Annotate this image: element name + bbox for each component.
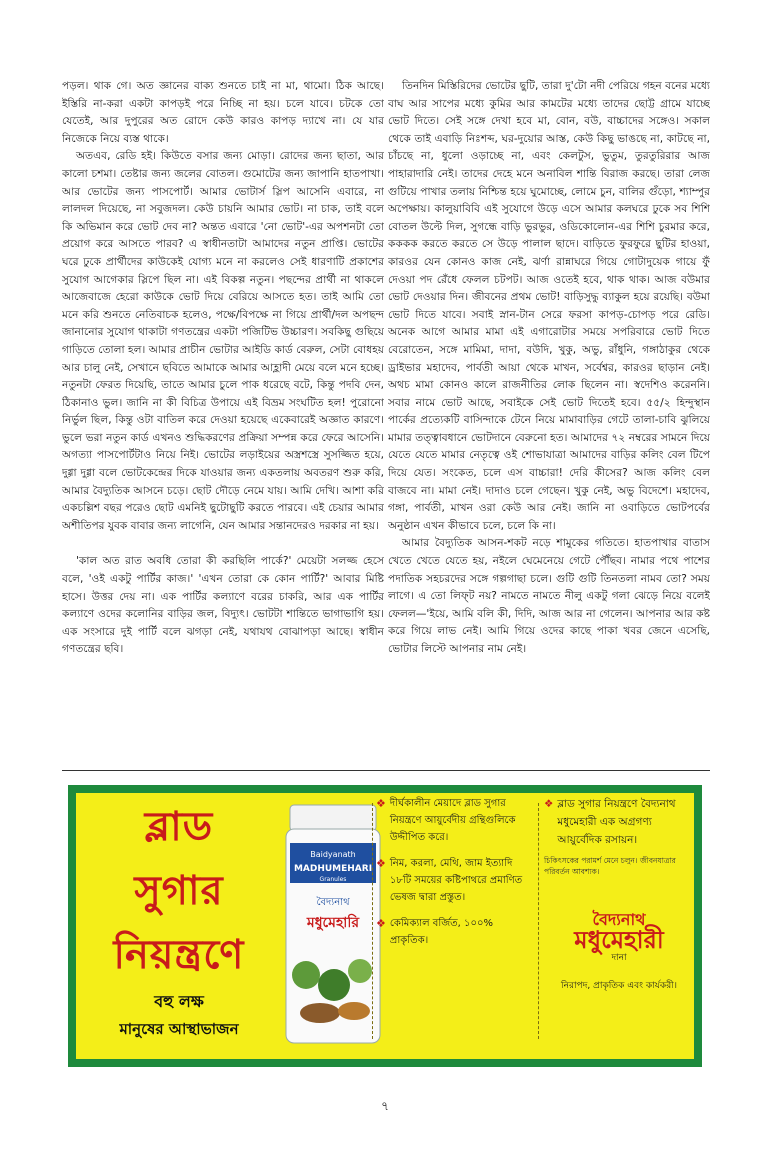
product-jar-image (282, 799, 384, 1051)
ad-product-name: মধুমেহারী (574, 926, 664, 954)
jar-granules-label: Granules (319, 876, 347, 883)
paragraph: অতএব, রেডি হই। কিউতে বসার জন্য মোড়া। রোদের জন্য ছাতা, আর কালো চশমা। তেষ্টার জন্য জলের বোতল। গুমোটের জন্য জাপানি হাতপাখা। আর ভোটের জন্য পাসপোর্ট। আমার ভোটার্স স্লিপ আসেনি এবারে, না লালদল দিয়েছে, না সবুজদল। কেউ চায়নি আমার ভোট। না চাক, তাই বলে কি অভিমান করে ভোট দেব না? অন্তত এবারে 'নো ভোট'-এর অপশনটা তো প্রয়োগ করে আসতে পারব? এ স্বাধীনতাটা আমাদের নতুন প্রাপ্তি। ভোটের ঘরে ঢুকে প্রার্থীদের কাউকেই যোগ্য মনে না করলেও সেই ধারণাটি প্রকাশের সুযোগ আগেকার স্লিপে ছিল না। এই বিকল্প নতুন। পছন্দের প্রার্থী না থাকলে আজেবাজে হেরো কাউকে ভোট দিয়ে বেরিয়ে আসতে হত। তাই আমি তো মনে করি শুনতে নেতিবাচক হলেও, পক্ষে/বিপক্ষে না গিয়ে প্রার্থী/দল অপছন্দ জানানোর সুযোগ থাকাটা গণতন্ত্রের একটা পজিটিভ উচ্চারণ। সবকিছু গুছিয়ে গাড়িতে তোলা হল। আমার প্রাচীন ভোটার আইডি কার্ড বেরুল, সেটা বোধহয় আর চালু নেই, সেখানে ছবিতে আমাকে আমার আহ্লাদী মেয়ে বলে মনে হচ্ছে। নতুনটা ফেরত দিয়েছি, তাতে আমার চুলে পাক ধরেছে বটে, কিন্তু পদবি দেন, ঠিকানাও ভুল। জানি না কী বিচিত্র উপায়ে এই বিভ্রম সংঘটিত হল! পুরোনো নির্ভুল ছিল, কিন্তু ওটা বাতিল করে দেওয়া হয়েছে একেবারেই অজ্ঞাত কারণে। ভুলে ভরা নতুন কার্ড এখনও শুদ্ধিকরণের প্রক্রিয়া সম্পন্ন করে ফেরে আসেনি। অগত্যা পাসপোর্টটাও নিয়ে নিই। ভোটের লড়াইয়ের অস্ত্রশস্ত্রে সুসজ্জিত হয়ে, দুগ্গা দুগ্গা বলে ভোটকেন্দ্রের দিকে যাওয়ার জন্য একতলায় অবতরণ শুরু করি, আমার বৈদ্যুতিক আসনে চড়ে। ছোট দৌড়ে নেমে যায়। আমি দেখি। আশা করি একচল্লিশ বছর পরেও ছোট এমনিই ছুটোছুটি করতে পারবে। এই চেয়ার আমার অশীতিপর যুবক বাবার জন্য লাগেনি, যেন আমার সন্তানদেরও দরকার না হয়। (62, 150, 384, 532)
herb-illustration (318, 969, 350, 1001)
bullet-icon: ❖ (376, 917, 386, 930)
horizontal-divider (62, 770, 710, 771)
bullet-icon: ❖ (376, 857, 386, 870)
article-body (62, 78, 710, 756)
ad-subheadline: মানুষের আস্থাভাজন (119, 1020, 239, 1038)
jar-product-bengali: মধুমেহারি (306, 915, 360, 931)
ad-tagline: নিরাপদ, প্রাকৃতিক এবং কার্যকরী। (561, 981, 677, 991)
ad-headline-line: সুগার (134, 868, 224, 914)
ad-brand-name: বৈদ্যনাথ (592, 910, 646, 929)
jar-product-label: MADHUMEHARI (293, 864, 373, 874)
ad-benefit-text: কেমিক্যাল বর্জিত, ১০০% প্রাকৃতিক। (389, 918, 493, 946)
paragraph: আমার বৈদ্যুতিক আসন-শকট নড়ে শামুকের গতিতে। হাতপাখার বাতাস খেতে খেতে যেতে হয়, নইলে ঘেমেনেয়ে গেটে পৌঁছব। নামার পথে পাশের পদাতিক সহচরদের সঙ্গে গল্পগাছা চলে। গুটি গুটি তিনতলা নামব তো? সময় লাগে। এ তো লিফ্‌ট নয়? নামতে নামতে নীলু একটু গলা ঝেড়ে নিয়ে বলেই ফেলল—'ইয়ে, আমি বলি কী, দিদি, আজ আর না গেলেন। আপনার আর কষ্ট করে গিয়ে লাভ নেই। আমি গিয়ে ওদের কাছে পাকা খবর জেনে এসেছি, ভোটার লিস্টে আপনার নাম নেই। (388, 537, 710, 655)
ad-headline-line: ব্লাড (144, 804, 214, 850)
jar-brand-label: Baidyanath (310, 850, 356, 859)
ad-disclaimer: চিকিৎসকের পরামর্শ মেনে চলুন। জীবনযাত্রার পরিবর্তন আবশ্যক। (544, 856, 676, 876)
jar-brand-bengali: বৈদ্যনাথ (316, 897, 350, 908)
herb-illustration (338, 1002, 370, 1020)
page-number: ৭ (381, 1099, 389, 1113)
herb-illustration (292, 961, 320, 989)
ad-headline-block (76, 793, 282, 1059)
ad-benefit-item (376, 915, 532, 949)
ad-subheadline: বহু লক্ষ (154, 992, 204, 1011)
ad-benefit-item (376, 855, 532, 906)
advertisement (68, 785, 702, 1067)
ad-headline-line: নিয়ন্ত্রণে (113, 932, 245, 978)
ad-claim (544, 795, 694, 849)
ad-benefit-item (376, 795, 532, 846)
herb-illustration (348, 959, 372, 983)
paragraph: তিনদিন মিস্তিরিদের ভোটের ছুটি, তারা দু'টো নদী পেরিয়ে গহন বনের মধ্যে বাঘ আর সাপের মধ্যে কুমির আর কামটের মধ্যে তাদের ছোট্ট গ্রামে যাচ্ছে ভোট দিতে। সেই সঙ্গে দেখা হবে মা, বোন, বউ, বাচ্চাদের সঙ্গেও। সকাল থেকে তাই এবাড়ি নিঃশব্দ, ঘর-দুয়োর আস্ত, কেউ কিছু ভাঙছে না, কাটছে না, চাঁচছে না, ধুলো ওড়াচ্ছে না, এবং কেলটুস, ভুতুম, তুরতুরিরার আজ পাহারাদারি নেই। তাদের দেহে মনে অনাবিল শান্তি বিরাজ করছে। তারা লেজ গুটিয়ে পাখার তলায় নিশ্চিন্ত হয়ে ঘুমোচ্ছে, লোমে চুন, বালির গুঁড়ো, শ্যাম্পুর অপেক্ষায়। কালুয়াবিবি এই সুযোগে উড়ে এসে আমার কলঘরে ঢুকে সব শিশি বোতল উল্টে দিল, সুগন্ধে বাড়ি ভুরভুর, ওডিকোলোন-এর শিশি চুরমার করে, কককক করতে করতে সে উড়ে পালাল ছাদে। বাড়িতে ফুরফুরে ছুটির হাওয়া, কারওর যেন কোনও কাজ নেই, ঝর্ণা রান্নাঘরে গিয়ে গোটাদুয়েক গায়ে ফুঁ দেওয়া পদ রেঁধে ফেলল চটপট। আজ ওতেই হবে, থাক থাক। আজ বউমার ভোট দেওয়ার দিন। জীবনের প্রথম ভোট! বাড়িসুদ্ধু ব্যাকুল হয়ে রয়েছি। বউমা ভোট দিতে যাবে। সবাই স্নান-টান সেরে ফরসা কাপড়-চোপড় পরে রেডি। অনেক আগে আমার মামা এই এগারোটার সময়ে সপরিবারে ভোট দিতে বেরোতেন, সঙ্গে মামিমা, দাদা, বউদি, খুকু, অভু, রাঁধুনি, গঙ্গাঠাকুর থেকে ড্রাইভার মহাদেব, পার্বতী আয়া থেকে মাখন, সর্বেশ্বর, কারওর ছাড়ান নেই। অথচ মামা কোনও কালে রাজনীতির লোক ছিলেন না। স্বদেশিও করেননি। সবার নামে ভোট আছে, সবাইকে সেই ভোট দিতেই হবে। ৫৫/২ হিন্দুস্থান পার্কের প্রত্যেকটি বাসিন্দাকে টেনে নিয়ে মামাবাড়ির গেটে তালা-চাবি ঝুলিয়ে মামার তত্ত্বাবধানে ভোটদানে বেরুনো হত। আমাদের ৭২ নম্বরের সামনে দিয়ে যেতে যেতে মামার নেতৃত্বে ওই শোভাযাত্রা আমাদের বাড়ির কলিং বেল টিপে দিয়ে যেত। সংকেত, চলে এস বাচ্চারা! দেরি কীসের? আজ কলিং বেল বাজবে না। মামা নেই। দাদাও চলে গেছেন। খুকু নেই, অভু বিদেশে। মহাদেব, গঙ্গা, পার্বতী, মাখন ওরা কেউ আর নেই। জানি না ওবাড়িতে ভোটপর্বের অনুষ্ঠান এখন কীভাবে চলে, চলে কি না। (388, 80, 710, 532)
ad-panel (76, 793, 694, 1059)
ad-divider (372, 803, 373, 1039)
ad-benefit-text: দীর্ঘকালীন মেয়াদে ব্লাড সুগার নিয়ন্ত্রণে আয়ুর্বেদীয় গ্রন্থিগুলিকে উদ্দীপিত করে। (389, 798, 516, 843)
herb-illustration (300, 1003, 340, 1023)
bullet-icon: ❖ (544, 798, 554, 810)
ad-benefit-text: নিম, করলা, মেথি, জাম ইত্যাদি ১৮টি সময়ের কষ্টিপাথরে প্রমাণিত ভেষজ দ্বারা প্রস্তুত। (389, 858, 523, 903)
bullet-icon: ❖ (376, 797, 386, 810)
left-column (62, 78, 384, 756)
paragraph: পড়ল। থাক গে। অত জ্ঞানের বাক্য শুনতে চাই না মা, থামো। ঠিক আছে। ইস্তিরি না-করা একটা কাপড়ই পরে নিচ্ছি না হয়। চলে যাবে। চটকে তো যেতেই, আর দুপুরের অত রোদে কেউ কারও কাপড় দ্যাখে না। যে যার নিজেকে নিয়ে ব্যস্ত থাকে। (62, 80, 384, 145)
ad-brand-block (544, 795, 694, 1051)
ad-claim-text: ব্লাড সুগার নিয়ন্ত্রণে বৈদ্যনাথ মধুমেহারী এক অগ্রগণ্য আয়ুর্বেদিক রসায়ন। (557, 798, 676, 846)
ad-benefits-list (376, 795, 532, 1051)
ad-divider (538, 803, 539, 1039)
ad-product-form: দানা (611, 953, 627, 963)
paragraph: 'কাল অত রাত অবধি তোরা কী করছিলি পার্কে?' মেয়েটা সলজ্জ হেসে বলে, 'ওই একটু পার্টির কাজ।' 'এখন তোরা কে কোন পার্টি?' আবার মিষ্টি হাসে। উত্তর দেয় না। এক পার্টির কল্যাণে বরের চাকরি, আর এক পার্টির কল্যাণে ওদের কলোনির বাড়ির জল, বিদ্যুৎ। ভোটটা শান্তিতে ভাগাভাগি হয়। এক সংসারে দুই পার্টি বলে ঝগড়া নেই, যথাযথ বোঝাপড়া আছে। স্বাধীন গণতন্ত্রের ছবি। (62, 555, 384, 656)
right-column (388, 78, 710, 756)
